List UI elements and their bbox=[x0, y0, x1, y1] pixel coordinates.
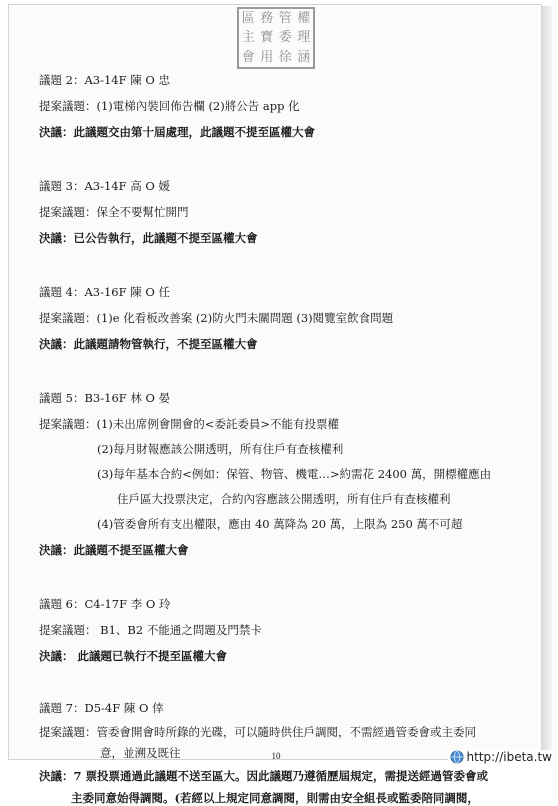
item-title: 議題 7：D5-4F 陳 O 倖 bbox=[39, 701, 164, 715]
item-title: 議題 5：B3-16F 林 O 晏 bbox=[39, 391, 171, 405]
item-decision: 決議： 此議題已執行不提至區權大會 bbox=[39, 649, 228, 663]
item-proposal: 提案議題：管委會開會時所錄的光碟，可以隨時供住戶調閱，不需經過管委會或主委同 bbox=[39, 725, 476, 739]
stamp-char: 管 bbox=[278, 11, 292, 27]
item-proposal-sub: (3)每年基本合約<例如：保管、物管、機電…>約需花 2400 萬，開標權應由 bbox=[97, 467, 492, 481]
item-title: 議題 2：A3-14F 陳 O 忠 bbox=[39, 73, 170, 87]
stamp-char: 委 bbox=[278, 30, 292, 46]
item-title: 議題 6：C4-17F 李 O 玲 bbox=[39, 597, 171, 611]
stamp-char: 權 bbox=[297, 11, 311, 27]
item-decision: 決議：此議題交由第十屆處理，此議題不提至區權大會 bbox=[39, 125, 315, 139]
item-title: 議題 3：A3-14F 高 O 媛 bbox=[39, 179, 170, 193]
item-decision: 決議：此議題請物管執行，不提至區權大會 bbox=[39, 337, 258, 351]
item-title: 議題 4：A3-16F 陳 O 任 bbox=[39, 285, 170, 299]
item-proposal-sub: 住戶區大投票決定，合約內容應該公開透明，所有住戶有查核權利 bbox=[117, 492, 451, 506]
item-decision: 決議：此議題不提至區權大會 bbox=[39, 543, 189, 557]
stamp-char: 區 bbox=[241, 11, 255, 27]
site-watermark bbox=[448, 750, 555, 764]
stamp-char: 理 bbox=[297, 30, 311, 46]
globe-icon bbox=[450, 750, 464, 764]
stamp-char: 寶 bbox=[260, 30, 274, 46]
item-proposal: 提案議題：保全不要幫忙開門 bbox=[39, 205, 189, 219]
item-proposal-sub: (2)每月財報應該公開透明，所有住戶有查核權利 bbox=[97, 442, 344, 456]
stamp-char: 徐 bbox=[278, 49, 292, 65]
item-decision: 決議：7 票投票通過此議題不送至區大。因此議題乃遵循歷屆規定，需提送經過管委會或 bbox=[39, 769, 489, 783]
item-proposal: 提案議題： B1、B2 不能通之問題及門禁卡 bbox=[39, 623, 262, 637]
item-proposal: 提案議題：(1)未出席例會開會的<委託委員>不能有投票權 bbox=[39, 417, 340, 431]
item-proposal: 提案議題：(1)e 化看板改善案 (2)防火門未關問題 (3)閱覽室飲食問題 bbox=[39, 311, 394, 325]
stamp-char: 涵 bbox=[297, 49, 311, 65]
page-number: 10 bbox=[271, 751, 281, 761]
item-proposal-sub: (4)管委會所有支出權限，應由 40 萬降為 20 萬，上限為 250 萬不可超 bbox=[97, 517, 463, 531]
item-decision-cont: 主委同意始得調閱。(若經以上規定同意調閱，則需由安全組長或監委陪同調閱， bbox=[71, 791, 479, 805]
item-decision: 決議：已公告執行，此議題不提至區權大會 bbox=[39, 231, 258, 245]
official-seal-stamp bbox=[237, 7, 315, 69]
stamp-char: 主 bbox=[241, 30, 255, 46]
stamp-char: 務 bbox=[260, 11, 274, 27]
stamp-char: 會 bbox=[241, 49, 255, 65]
page-edge-shadow bbox=[542, 6, 552, 760]
item-proposal: 提案議題：(1)電梯內裝回佈告欄 (2)將公告 app 化 bbox=[39, 99, 300, 113]
watermark-text: http://ibeta.tw bbox=[466, 750, 552, 764]
item-proposal-cont: 意，並溯及既往 bbox=[100, 746, 181, 760]
stamp-char: 用 bbox=[260, 49, 274, 65]
document-page bbox=[8, 4, 542, 805]
